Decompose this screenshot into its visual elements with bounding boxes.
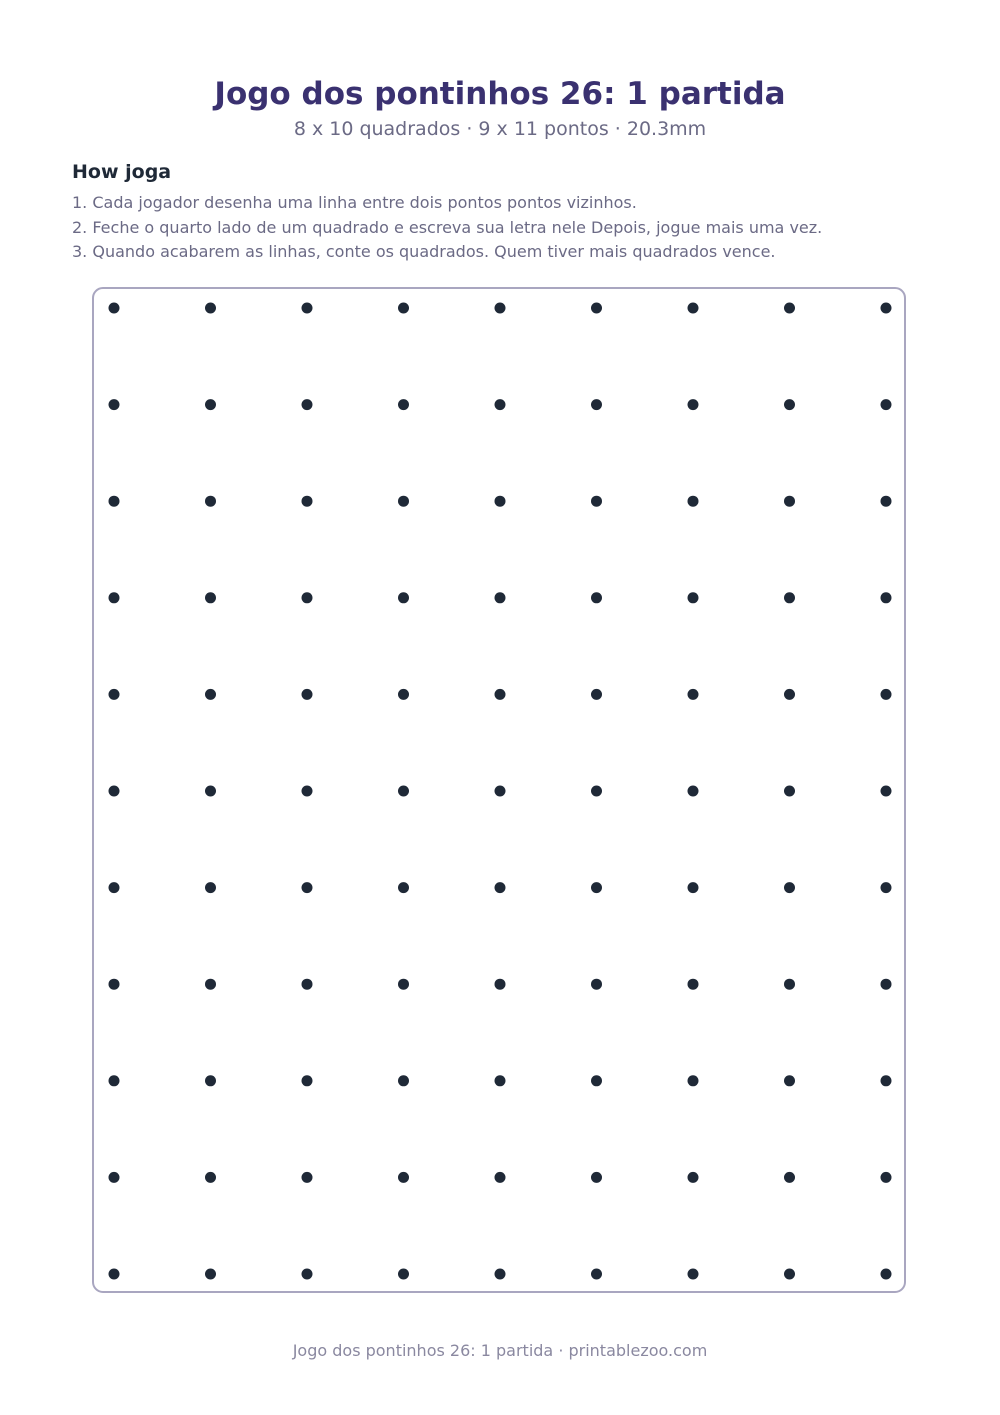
dot-grid-board[interactable] xyxy=(92,287,906,1293)
grid-dot[interactable] xyxy=(688,496,699,507)
grid-dot[interactable] xyxy=(302,592,313,603)
grid-dot[interactable] xyxy=(205,1075,216,1086)
grid-dot[interactable] xyxy=(784,399,795,410)
grid-dot[interactable] xyxy=(688,689,699,700)
grid-dot[interactable] xyxy=(495,1172,506,1183)
grid-dot[interactable] xyxy=(495,1075,506,1086)
grid-dot[interactable] xyxy=(591,1075,602,1086)
grid-dot[interactable] xyxy=(591,592,602,603)
grid-dot[interactable] xyxy=(881,979,892,990)
grid-dot[interactable] xyxy=(591,303,602,314)
grid-dot[interactable] xyxy=(881,689,892,700)
grid-dot[interactable] xyxy=(398,303,409,314)
grid-dot[interactable] xyxy=(109,592,120,603)
grid-dot[interactable] xyxy=(205,1269,216,1280)
rules-list xyxy=(72,191,822,265)
grid-dot[interactable] xyxy=(205,592,216,603)
grid-dot[interactable] xyxy=(688,786,699,797)
grid-dot[interactable] xyxy=(398,1075,409,1086)
grid-dot[interactable] xyxy=(688,1075,699,1086)
grid-dot[interactable] xyxy=(881,399,892,410)
grid-dot[interactable] xyxy=(302,1075,313,1086)
grid-dot[interactable] xyxy=(591,1269,602,1280)
grid-dot[interactable] xyxy=(591,786,602,797)
grid-dot[interactable] xyxy=(398,979,409,990)
grid-dot[interactable] xyxy=(784,496,795,507)
grid-dot[interactable] xyxy=(881,786,892,797)
grid-dot[interactable] xyxy=(495,399,506,410)
grid-dot[interactable] xyxy=(881,882,892,893)
grid-dot[interactable] xyxy=(302,689,313,700)
grid-dot[interactable] xyxy=(784,979,795,990)
grid-dot[interactable] xyxy=(495,786,506,797)
page-subtitle: 8 x 10 quadrados · 9 x 11 pontos · 20.3mm xyxy=(293,118,707,140)
grid-dot[interactable] xyxy=(398,592,409,603)
grid-dot[interactable] xyxy=(495,979,506,990)
grid-dot[interactable] xyxy=(302,882,313,893)
grid-dot[interactable] xyxy=(109,786,120,797)
grid-dot[interactable] xyxy=(784,1172,795,1183)
grid-dot[interactable] xyxy=(688,399,699,410)
grid-dot[interactable] xyxy=(205,689,216,700)
grid-dot[interactable] xyxy=(688,979,699,990)
grid-dot[interactable] xyxy=(205,399,216,410)
grid-dot[interactable] xyxy=(109,303,120,314)
grid-dot[interactable] xyxy=(495,496,506,507)
grid-dot[interactable] xyxy=(784,1075,795,1086)
grid-dot[interactable] xyxy=(591,689,602,700)
grid-dot[interactable] xyxy=(784,882,795,893)
rule-item: 1. Cada jogador desenha uma linha entre dois pontos pontos vizinhos. xyxy=(72,193,637,212)
rule-item: 2. Feche o quarto lado de um quadrado e escreva sua letra nele Depois, jogue mais uma vez. xyxy=(72,217,823,237)
grid-dot[interactable] xyxy=(495,592,506,603)
grid-dot[interactable] xyxy=(398,496,409,507)
grid-dot[interactable] xyxy=(205,979,216,990)
grid-dot[interactable] xyxy=(302,786,313,797)
page-footer: Jogo dos pontinhos 26: 1 partida · printablezoo.com xyxy=(292,1341,708,1360)
grid-dot[interactable] xyxy=(398,882,409,893)
grid-dot[interactable] xyxy=(398,399,409,410)
grid-dot[interactable] xyxy=(302,979,313,990)
grid-dot[interactable] xyxy=(302,496,313,507)
grid-dot[interactable] xyxy=(591,1172,602,1183)
grid-dot[interactable] xyxy=(109,689,120,700)
grid-dot[interactable] xyxy=(688,1269,699,1280)
grid-dot[interactable] xyxy=(109,882,120,893)
grid-dot[interactable] xyxy=(302,1172,313,1183)
grid-dot[interactable] xyxy=(205,882,216,893)
grid-dot[interactable] xyxy=(398,786,409,797)
grid-dot[interactable] xyxy=(881,303,892,314)
grid-dot[interactable] xyxy=(205,496,216,507)
grid-dot[interactable] xyxy=(205,303,216,314)
grid-dot[interactable] xyxy=(784,689,795,700)
grid-dot[interactable] xyxy=(881,1269,892,1280)
grid-dot[interactable] xyxy=(881,1075,892,1086)
grid-dot[interactable] xyxy=(205,786,216,797)
grid-dot[interactable] xyxy=(688,303,699,314)
grid-dot[interactable] xyxy=(302,1269,313,1280)
grid-dot[interactable] xyxy=(881,1172,892,1183)
grid-dot[interactable] xyxy=(688,592,699,603)
grid-dot[interactable] xyxy=(109,1075,120,1086)
grid-dot[interactable] xyxy=(784,1269,795,1280)
grid-dot[interactable] xyxy=(591,399,602,410)
grid-dot[interactable] xyxy=(205,1172,216,1183)
grid-dot[interactable] xyxy=(109,1172,120,1183)
grid-dot[interactable] xyxy=(784,303,795,314)
grid-dot[interactable] xyxy=(398,689,409,700)
grid-dot[interactable] xyxy=(881,592,892,603)
grid-dot[interactable] xyxy=(109,1269,120,1280)
grid-dot[interactable] xyxy=(495,882,506,893)
grid-dot[interactable] xyxy=(109,399,120,410)
grid-dot[interactable] xyxy=(591,882,602,893)
dot-grid xyxy=(94,289,908,1295)
grid-dot[interactable] xyxy=(495,689,506,700)
grid-dot[interactable] xyxy=(302,303,313,314)
grid-dot[interactable] xyxy=(495,1269,506,1280)
grid-dot[interactable] xyxy=(495,303,506,314)
rule-item: 3. Quando acabarem as linhas, conte os quadrados. Quem tiver mais quadrados vence. xyxy=(72,242,776,261)
grid-dot[interactable] xyxy=(784,592,795,603)
grid-dot[interactable] xyxy=(109,979,120,990)
rules-heading: How joga xyxy=(72,161,172,183)
grid-dot[interactable] xyxy=(591,496,602,507)
grid-dot[interactable] xyxy=(591,979,602,990)
grid-dot[interactable] xyxy=(688,882,699,893)
grid-dot[interactable] xyxy=(302,399,313,410)
grid-dot[interactable] xyxy=(784,786,795,797)
grid-dot[interactable] xyxy=(881,496,892,507)
grid-dot[interactable] xyxy=(398,1172,409,1183)
page-title: Jogo dos pontinhos 26: 1 partida xyxy=(214,76,786,112)
grid-dot[interactable] xyxy=(398,1269,409,1280)
grid-dot[interactable] xyxy=(688,1172,699,1183)
grid-dot[interactable] xyxy=(109,496,120,507)
